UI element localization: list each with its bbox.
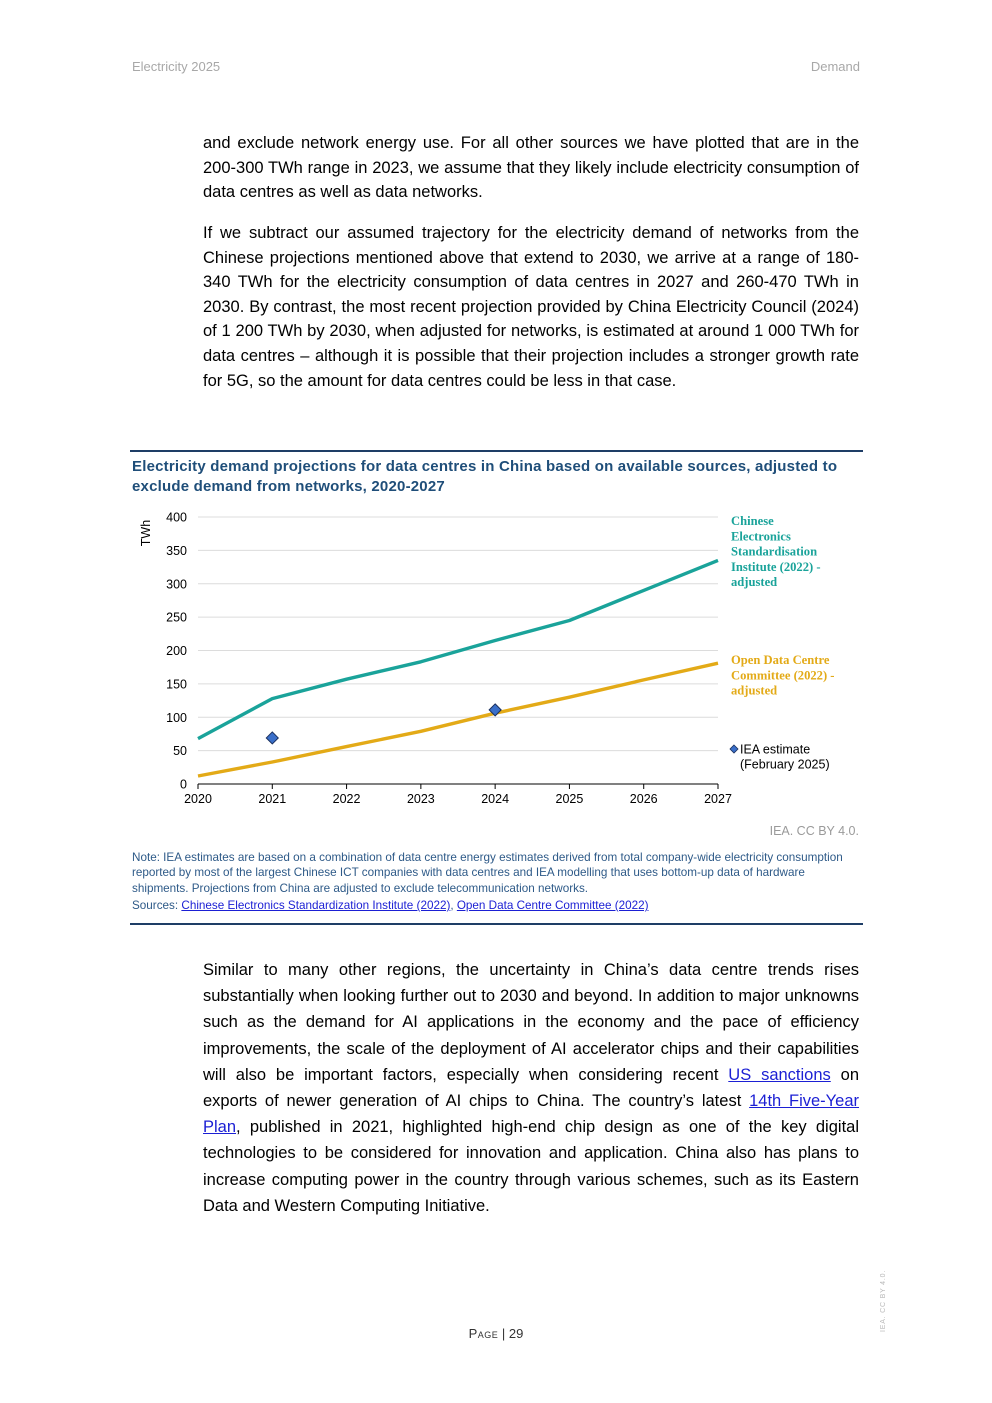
legend-label-line: Institute (2022) - xyxy=(731,559,821,574)
header-report-title: Electricity 2025 xyxy=(132,59,221,74)
header-section-title: Demand xyxy=(810,59,860,74)
y-tick-label: 100 xyxy=(166,710,187,725)
x-tick-label: 2025 xyxy=(555,792,584,806)
body-paragraph-3 xyxy=(203,957,859,1219)
legend-label-line: adjusted xyxy=(731,575,778,590)
legend-label-line: Standardisation xyxy=(731,544,818,559)
x-tick-label: 2024 xyxy=(481,792,510,806)
y-tick-label: 300 xyxy=(166,577,187,592)
legend xyxy=(730,514,835,772)
y-tick-label: 400 xyxy=(166,510,187,525)
x-tick-label: 2026 xyxy=(629,792,658,806)
series-line-0 xyxy=(198,560,718,738)
link-us-sanctions[interactable]: US sanctions xyxy=(728,1065,831,1084)
body-paragraph-1 xyxy=(203,131,859,205)
line-chart xyxy=(130,505,860,815)
body-paragraph-2 xyxy=(203,221,859,393)
paragraph-text xyxy=(203,957,859,1219)
source-link-odcc[interactable]: Open Data Centre Committee (2022) xyxy=(456,898,649,912)
source-separator: , xyxy=(450,898,454,912)
y-axis-label: TWh xyxy=(139,519,153,547)
series-line-1 xyxy=(198,663,718,776)
page-separator: | xyxy=(498,1326,509,1341)
x-tick-label: 2023 xyxy=(406,792,435,806)
legend-marker-iea xyxy=(730,745,738,753)
x-tick-label: 2020 xyxy=(184,792,212,806)
series-lines xyxy=(198,560,718,776)
source-link-cesi[interactable]: Chinese Electronics Standardization Institute (2022) xyxy=(181,898,451,912)
x-tick-label: 2027 xyxy=(704,792,732,806)
legend-label-iea: (February 2025) xyxy=(740,757,830,772)
paragraph-3-part-2: on exports of newer generation of AI chips to China. The country’s latest xyxy=(203,1065,860,1111)
page-label: Page xyxy=(468,1326,499,1341)
legend-label-line: Committee (2022) - xyxy=(731,668,835,683)
figure-title: Electricity demand projections for data centres in China based on available sources, adjusted to exclude demand from networks, 2020-2027 xyxy=(132,458,838,495)
page-number xyxy=(0,1326,992,1341)
figure-note xyxy=(132,850,860,913)
y-tick-label: 0 xyxy=(180,777,187,792)
paragraph-text: and exclude network energy use. For all other sources we have plotted that are in the 200-300 TWh range in 2023, we assume that they likely include electricity consumption of data centres as well as data networks. xyxy=(203,134,859,202)
legend-label-line: Electronics xyxy=(731,529,791,544)
x-tick-label: 2021 xyxy=(258,792,287,806)
paragraph-3-part-3: , published in 2021, highlighted high-end chip design as one of the key digital technologies to be considered for innovation and application. China also has plans to increase computing power in the country through various schemes, such as its Eastern Data and Western Computing Initiative. xyxy=(203,1118,859,1215)
legend-label-line: adjusted xyxy=(731,683,778,698)
page-value: 29 xyxy=(508,1326,524,1341)
figure-bottom-rule xyxy=(130,923,863,925)
note-text: Note: IEA estimates are based on a combination of data centre energy estimates derived from total company-wide electricity consumption reported by most of the largest Chinese ICT companies with data centres and IEA modelling that uses bottom-up data of hardware shipments. Projections from China are adjusted to exclude telecommunication networks. xyxy=(132,851,843,895)
y-tick-label: 50 xyxy=(173,744,187,759)
side-license: IEA. CC BY 4.0. xyxy=(880,1269,887,1332)
figure-top-rule xyxy=(130,450,863,452)
gridlines xyxy=(198,517,718,751)
sources-line xyxy=(132,898,860,913)
paragraph-3-part-1: Similar to many other regions, the uncertainty in China’s data centre trends rises substantially when looking further out to 2030 and beyond. In addition to major unknowns such as the demand for AI applications in the economy and the pace of efficiency improvements, the scale of the deployment of AI accelerator chips and their capabilities will also be important factors, especially when considering recent xyxy=(203,961,859,1084)
y-tick-label: 350 xyxy=(166,543,187,558)
legend-label-line: Open Data Centre xyxy=(731,653,830,667)
legend-label-line: Chinese xyxy=(731,514,774,528)
sources-label: Sources: xyxy=(132,898,179,912)
legend-label-iea: IEA estimate xyxy=(740,742,811,757)
link-14th-five-year-plan[interactable]: 14th Five-Year Plan xyxy=(203,1092,860,1137)
y-tick-label: 200 xyxy=(166,644,187,658)
y-tick-label: 150 xyxy=(166,677,187,692)
paragraph-text: If we subtract our assumed trajectory for the electricity demand of networks from the Chinese projections mentioned above that extend to 2030, we arrive at a range of 180-340 TWh for the electricity consumption of data centres in 2027 and 260-470 TWh in 2030. By contrast, the most recent projection provided by China Electricity Council (2024) of 1 200 TWh by 2030, when adjusted for networks, is estimated at around 1 000 TWh for data centres – although it is possible that their projection includes a stronger growth rate for 5G, so the amount for data centres could be less in that case. xyxy=(203,224,859,390)
y-tick-label: 250 xyxy=(166,610,187,625)
figure-credit: IEA. CC BY 4.0. xyxy=(769,824,859,838)
x-tick-label: 2022 xyxy=(332,792,361,806)
iea-estimate-marker xyxy=(266,732,278,744)
